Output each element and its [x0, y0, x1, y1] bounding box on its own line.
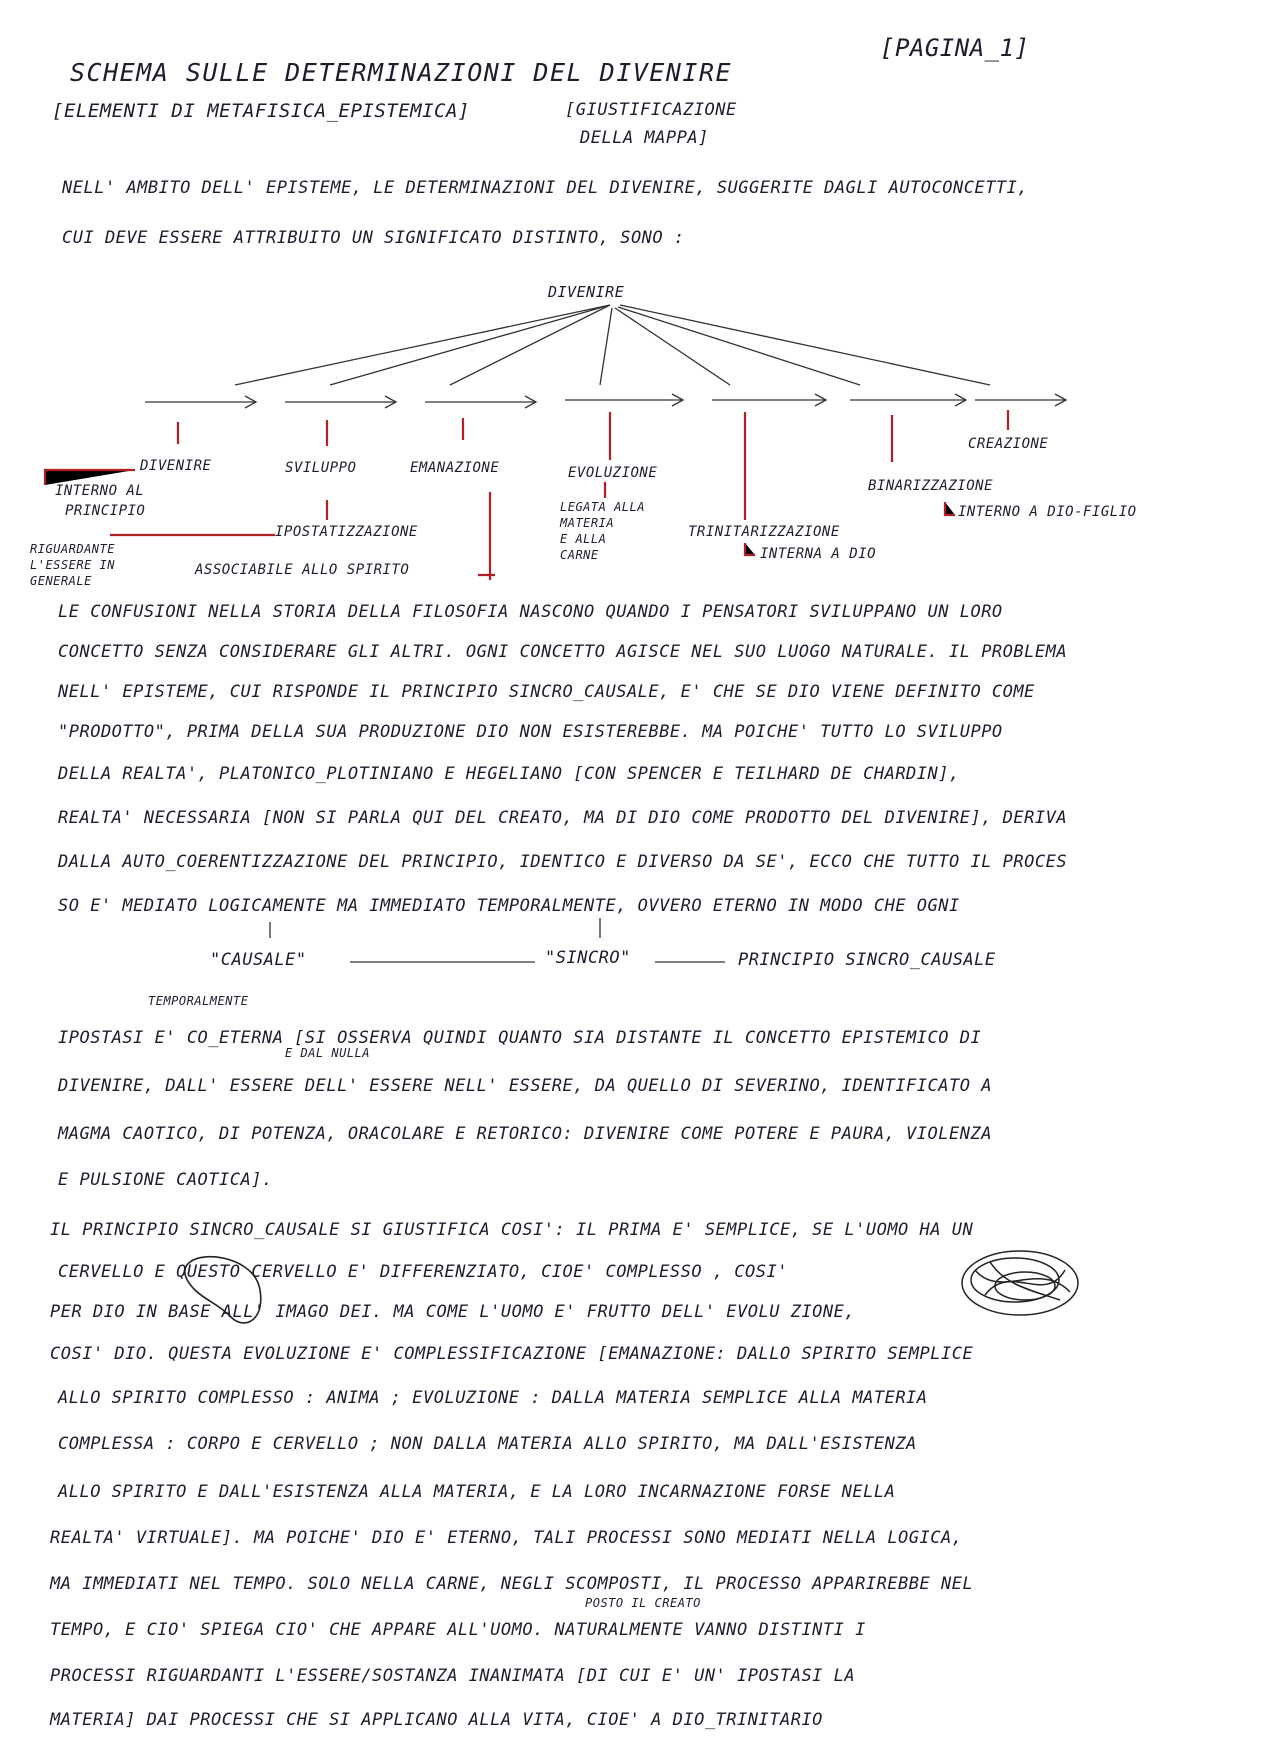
complex-brain-icon [962, 1251, 1078, 1315]
node-evoluzione-sub-1: LEGATA ALLA [560, 500, 645, 514]
sincro-label: "SINCRO" [545, 948, 631, 968]
left-note-2: L'ESSERE IN [30, 558, 115, 572]
node-binarizzazione: BINARIZZAZIONE [868, 478, 994, 494]
body3-line-4: COSI' DIO. QUESTA EVOLUZIONE E' COMPLESSIFICAZIONE [EMANAZIONE: DALLO SPIRITO SEMPLICE [50, 1344, 974, 1364]
body2-line-3: MAGMA CAOTICO, DI POTENZA, ORACOLARE E RETORICO: DIVENIRE COME POTERE E PAURA, VIOLENZA [58, 1124, 992, 1144]
body-line-5: DELLA REALTA', PLATONICO_PLOTINIANO E HEGELIANO [CON SPENCER E TEILHARD DE CHARDIN], [58, 764, 960, 784]
page-title: SCHEMA SULLE DETERMINAZIONI DEL DIVENIRE [70, 58, 733, 87]
body3-line-6: COMPLESSA : CORPO E CERVELLO ; NON DALLA MATERIA ALLO SPIRITO, MA DALL'ESISTENZA [58, 1434, 917, 1454]
body-line-6: REALTA' NECESSARIA [NON SI PARLA QUI DEL CREATO, MA DI DIO COME PRODOTTO DEL DIVENIRE], DERIVA [58, 808, 1068, 828]
node-evoluzione-sub-3: E ALLA [560, 532, 607, 546]
body3-line-9: MA IMMEDIATI NEL TEMPO. SOLO NELLA CARNE, NEGLI SCOMPOSTI, IL PROCESSO APPARIREBBE NEL [50, 1574, 974, 1594]
body3-line-10: TEMPO, E CIO' SPIEGA CIO' CHE APPARE ALL'UOMO. NATURALMENTE VANNO DISTINTI I [50, 1620, 866, 1640]
node-binarizzazione-sub: INTERNO A DIO-FIGLIO [958, 504, 1137, 520]
node-divenire-sub-2: PRINCIPIO [65, 503, 146, 519]
body-line-4: "PRODOTTO", PRIMA DELLA SUA PRODUZIONE DIO NON ESISTEREBBE. MA POICHE' TUTTO LO SVILUPPO [58, 722, 1003, 742]
node-divenire-sub-1: INTERNO AL [55, 483, 145, 499]
body3-line-1: IL PRINCIPIO SINCRO_CAUSALE SI GIUSTIFICA COSI': IL PRIMA E' SEMPLICE, SE L'UOMO HA UN [50, 1220, 974, 1240]
body2-line-2: DIVENIRE, DALL' ESSERE DELL' ESSERE NELL' ESSERE, DA QUELLO DI SEVERINO, IDENTIFICATO A [58, 1076, 992, 1096]
body-line-3: NELL' EPISTEME, CUI RISPONDE IL PRINCIPIO SINCRO_CAUSALE, E' CHE SE DIO VIENE DEFINITO COME [58, 682, 1035, 702]
body3-line-3: PER DIO IN BASE ALL' IMAGO DEI. MA COME L'UOMO E' FRUTTO DELL' EVOLU ZIONE, [50, 1302, 856, 1322]
node-divenire: DIVENIRE [140, 458, 212, 474]
body-line-2: CONCETTO SENZA CONSIDERARE GLI ALTRI. OGNI CONCETTO AGISCE NEL SUO LUOGO NATURALE. IL PROBLEMA [58, 642, 1068, 662]
intro-line-2: CUI DEVE ESSERE ATTRIBUITO UN SIGNIFICATO DISTINTO, SONO : [62, 228, 685, 248]
diagram-root: DIVENIRE [548, 283, 625, 301]
sincro-principle: PRINCIPIO SINCRO_CAUSALE [738, 950, 996, 970]
left-note-1: RIGUARDANTE [30, 542, 115, 556]
left-note-3: GENERALE [30, 574, 92, 588]
body3-line-12: MATERIA] DAI PROCESSI CHE SI APPLICANO ALLA VITA, CIOE' A DIO_TRINITARIO [50, 1710, 823, 1730]
body-line-7: DALLA AUTO_COERENTIZZAZIONE DEL PRINCIPIO, IDENTICO E DIVERSO DA SE', ECCO CHE TUTTO IL PROCES [58, 852, 1068, 872]
body-line-8: SO E' MEDIATO LOGICAMENTE MA IMMEDIATO TEMPORALMENTE, OVVERO ETERNO IN MODO CHE OGNI [58, 896, 960, 916]
body2-line-4: E PULSIONE CAOTICA]. [58, 1170, 273, 1190]
justification-line-1: [GIUSTIFICAZIONE [565, 100, 737, 120]
note-posto-il-creato: POSTO IL CREATO [585, 1596, 701, 1610]
node-emanazione: EMANAZIONE [410, 460, 500, 476]
body-line-1: LE CONFUSIONI NELLA STORIA DELLA FILOSOFIA NASCONO QUANDO I PENSATORI SVILUPPANO UN LORO [58, 602, 1003, 622]
node-emanazione-sub: ASSOCIABILE ALLO SPIRITO [195, 562, 410, 578]
node-evoluzione-sub-4: CARNE [560, 548, 599, 562]
note-dal-nulla: E DAL NULLA [285, 1046, 370, 1060]
node-trinitarizzazione-sub: INTERNA A DIO [760, 546, 877, 562]
body3-line-2: CERVELLO E QUESTO CERVELLO E' DIFFERENZIATO, CIOE' COMPLESSO , COSI' [58, 1262, 788, 1282]
intro-line-1: NELL' AMBITO DELL' EPISTEME, LE DETERMINAZIONI DEL DIVENIRE, SUGGERITE DAGLI AUTOCONCETTI, [62, 178, 1029, 198]
note-temporalmente: TEMPORALMENTE [148, 994, 249, 1008]
node-trinitarizzazione: TRINITARIZZAZIONE [688, 524, 840, 540]
node-evoluzione-sub-2: MATERIA [560, 516, 615, 530]
justification-line-2: DELLA MAPPA] [580, 128, 709, 148]
node-sviluppo: SVILUPPO [285, 460, 357, 476]
body2-line-1: IPOSTASI E' CO_ETERNA [SI OSSERVA QUINDI QUANTO SIA DISTANTE IL CONCETTO EPISTEMICO DI [58, 1028, 982, 1048]
node-evoluzione: EVOLUZIONE [568, 465, 658, 481]
node-sviluppo-sub: IPOSTATIZZAZIONE [275, 524, 418, 540]
body3-line-8: REALTA' VIRTUALE]. MA POICHE' DIO E' ETERNO, TALI PROCESSI SONO MEDIATI NELLA LOGICA, [50, 1528, 963, 1548]
sincro-causale-label: "CAUSALE" [210, 950, 307, 970]
body3-line-11: PROCESSI RIGUARDANTI L'ESSERE/SOSTANZA INANIMATA [DI CUI E' UN' IPOSTASI LA [50, 1666, 856, 1686]
node-creazione: CREAZIONE [968, 436, 1049, 452]
page-subtitle: [ELEMENTI DI METAFISICA_EPISTEMICA] [52, 100, 470, 122]
body3-line-7: ALLO SPIRITO E DALL'ESISTENZA ALLA MATERIA, E LA LORO INCARNAZIONE FORSE NELLA [58, 1482, 896, 1502]
body3-line-5: ALLO SPIRITO COMPLESSO : ANIMA ; EVOLUZIONE : DALLA MATERIA SEMPLICE ALLA MATERIA [58, 1388, 928, 1408]
page-label: [PAGINA_1] [880, 34, 1030, 62]
